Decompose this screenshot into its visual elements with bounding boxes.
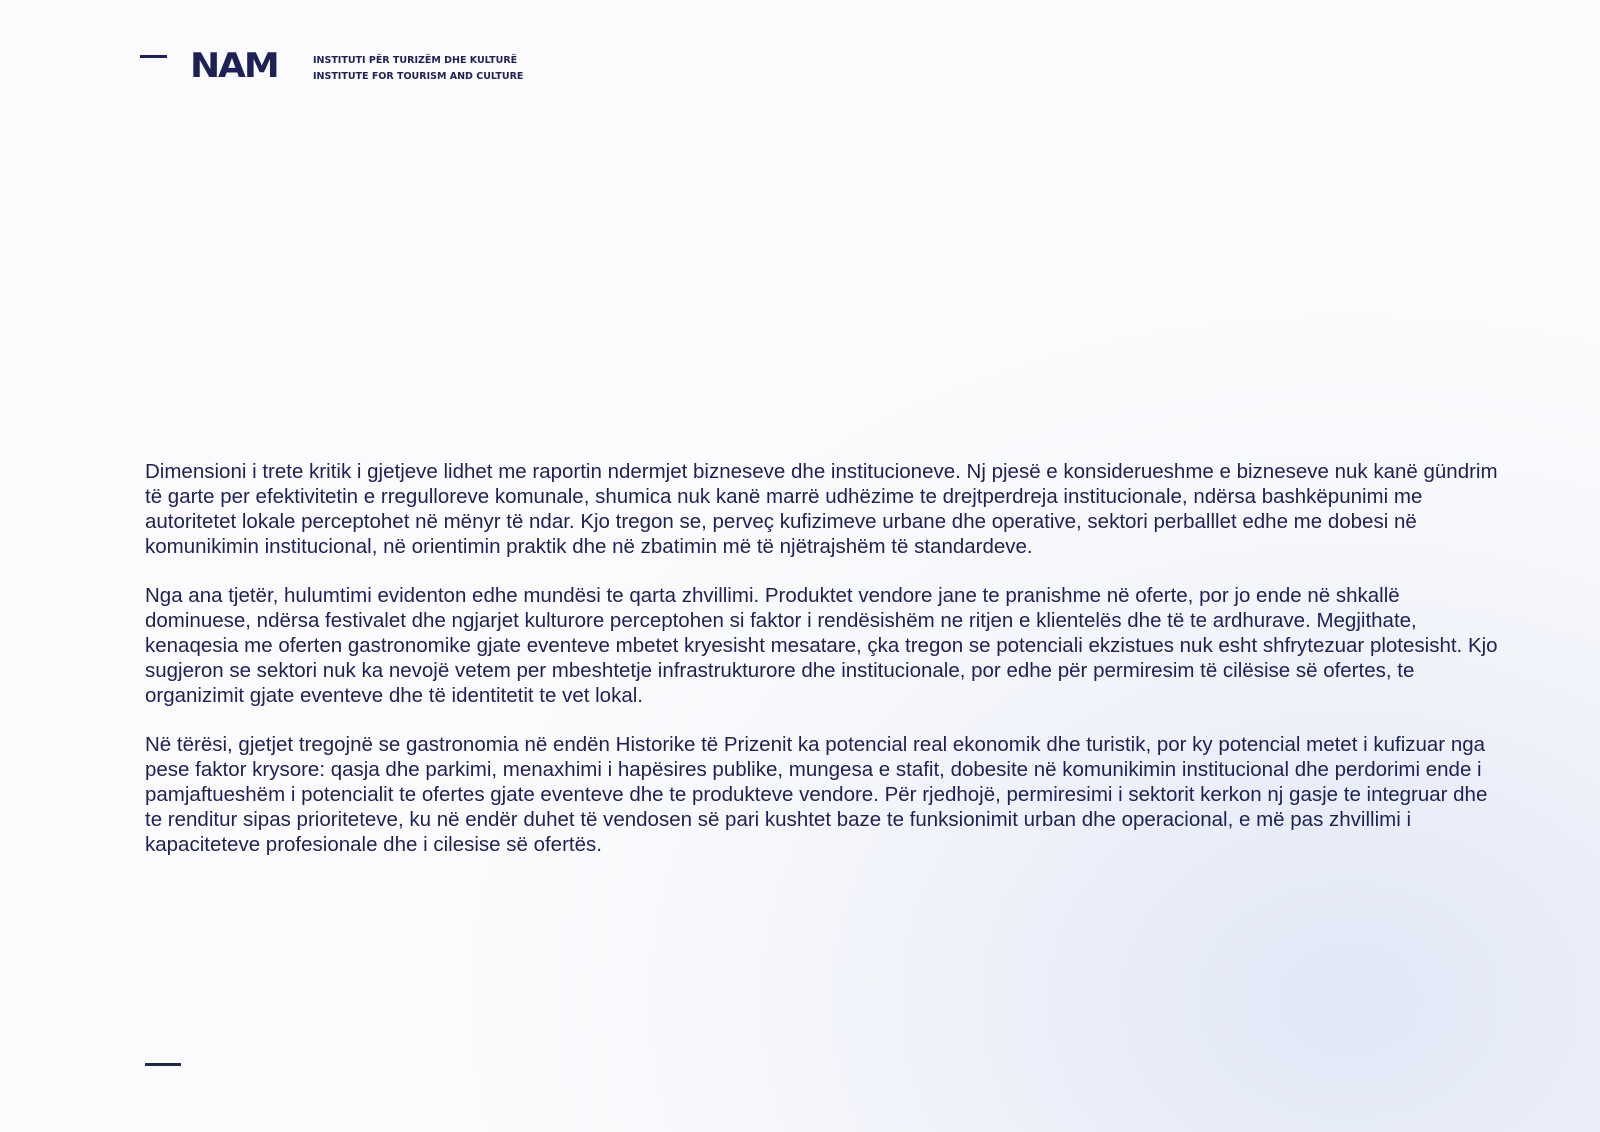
paragraph-3: Në tërësi, gjetjet tregojnë se gastronomia në endën Historike të Prizenit ka potencial real ekonomik dhe turistik, por ky potencial metet i kufizuar nga pese faktor krysore: qasja dhe parkimi, menaxhimi i hapësires publike, mungesa e stafit, dobesite në komunikimin institucional dhe perdorimi ende i pamjaftueshëm i potencialit te ofertes gjate eventeve dhe te produkteve vendore. Për rjedhojë, permiresimi i sektorit kerkon nj gasje te integruar dhe te renditur sipas prioriteteve, ku në endër duhet të vendosen së pari kushtet baze te funksionimit urban dhe operacional, e më pas zhvillimi i kapaciteteve profesionale dhe i cilesise së ofertës.: [145, 733, 1488, 856]
logo-subtitle-line-1: INSTITUTI PËR TURIZËM DHE KULTURË: [313, 55, 518, 66]
logo-subtitle: [313, 53, 543, 84]
body-text: [145, 459, 1505, 881]
paragraph-1: Dimensioni i trete kritik i gjetjeve lidhet me raportin ndermjet bizneseve dhe institucioneve. Nj pjesë e konsiderueshme e bizneseve nuk kanë gündrim të garte per efektivitetin e rregulloreve komunale, shumica nuk kanë marrë udhëzime te drejtperdreja institucionale, ndërsa bashkëpunimi me autoritetet lokale perceptohet në mënyr të ndar. Kjo tregon se, perveç kufizimeve urbane dhe operative, sektori perballlet edhe me dobesi në komunikimin institucional, në orientimin praktik dhe në zbatimin më të njëtrajshëm të standardeve.: [145, 460, 1498, 558]
footer-dash: [145, 1063, 181, 1066]
header-dash: [140, 55, 167, 58]
logo-wordmark: NAM: [190, 46, 278, 86]
paragraph-2: Nga ana tjetër, hulumtimi evidenton edhe mundësi te qarta zhvillimi. Produktet vendore jane te pranishme në oferte, por jo ende në shkallë dominuese, ndërsa festivalet dhe ngjarjet kulturore perceptohen si faktor i rendësishëm ne ritjen e klientelës dhe të te ardhurave. Megjithate, kenaqesia me oferten gastronomike gjate eventeve mbetet kryesisht mesatare, çka tregon se potenciali ekzistues nuk esht shfrytezuar plotesisht. Kjo sugjeron se sektori nuk ka nevojë vetem per mbeshtetje infrastrukturore dhe institucionale, por edhe për permiresim të cilësise së ofertes, te organizimit gjate eventeve dhe të identitetit te vet lokal.: [145, 584, 1498, 707]
logo-subtitle-line-2: INSTITUTE FOR TOURISM AND CULTURE: [313, 70, 524, 82]
